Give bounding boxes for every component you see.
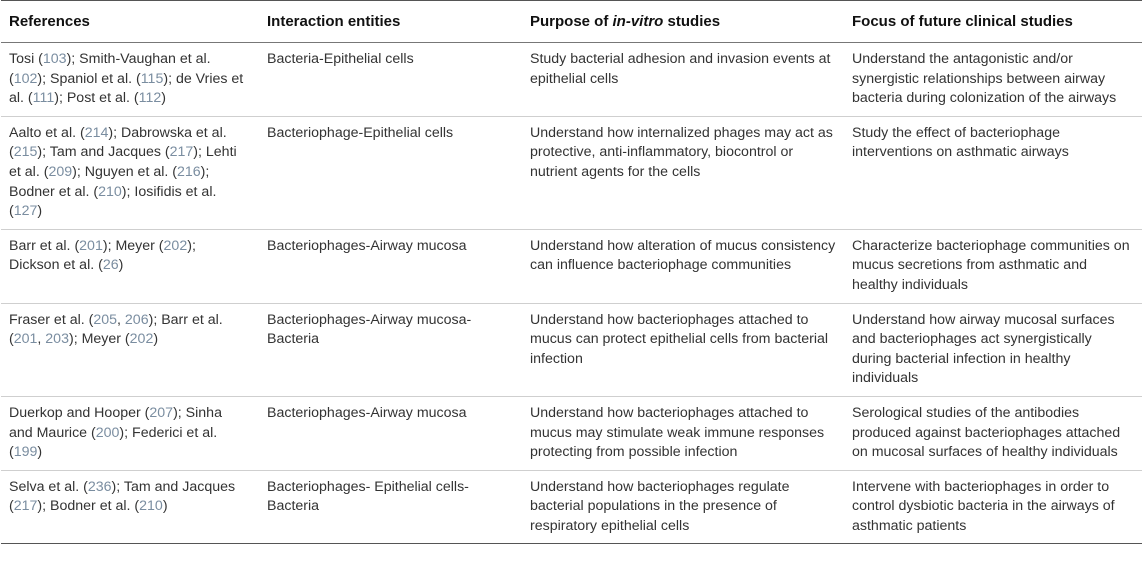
header-purpose (522, 1, 844, 43)
cell-purpose: Understand how bacteriophages regulate bacterial populations in the presence of respiratory epithelial cells (522, 470, 844, 544)
cell-focus: Serological studies of the antibodies produced against bacteriophages attached on mucosal surfaces of healthy individuals (844, 396, 1142, 470)
cell-interaction-entities: Bacteriophages-Airway mucosa (259, 396, 522, 470)
citation-number[interactable]: 206 (124, 311, 149, 328)
reference-text: ) (37, 203, 43, 220)
citation-number[interactable]: 115 (140, 70, 164, 87)
header-references: References (1, 1, 259, 43)
reference-text: ) (153, 331, 159, 348)
citation-number[interactable]: 202 (129, 331, 154, 348)
citation-number[interactable]: 103 (42, 51, 67, 67)
reference-text: , (117, 311, 125, 328)
reference-text: ); Bodner et al. ( (37, 498, 140, 515)
table-row (1, 116, 1142, 229)
citation-number[interactable]: 26 (102, 257, 119, 274)
reference-text: ); Meyer ( (68, 331, 130, 348)
citation-number[interactable]: 202 (163, 237, 188, 254)
reference-text: ); Tam and Jacques ( (9, 478, 236, 515)
cell-purpose: Understand how bacteriophages attached to mucus can protect epithelial cells from bacterial infection (522, 303, 844, 396)
citation-number[interactable]: 210 (98, 183, 122, 200)
table-row (1, 303, 1142, 396)
cell-focus: Understand the antagonistic and/or synergistic relationships between airway bacteria during colonization of the airways (844, 43, 1142, 117)
table-row (1, 470, 1142, 544)
citation-number[interactable]: 207 (149, 404, 174, 421)
citation-number[interactable]: 127 (13, 203, 38, 220)
reference-text: ) (118, 257, 124, 274)
citation-number[interactable]: 201 (13, 331, 38, 348)
reference-text: ); Meyer ( (102, 237, 164, 254)
citation-number[interactable]: 216 (177, 163, 201, 180)
studies-table (1, 0, 1142, 544)
header-interaction-entities: Interaction entities (259, 1, 522, 43)
cell-references (1, 43, 259, 117)
table-header (1, 1, 1142, 43)
reference-text: ); Bodner et al. ( (9, 163, 210, 200)
reference-text: ); Smith-Vaughan et al. ( (9, 51, 211, 87)
citation-number[interactable]: 111 (32, 90, 55, 107)
reference-text: ); de Vries et al. ( (9, 70, 244, 107)
cell-interaction-entities: Bacteria-Epithelial cells (259, 43, 522, 117)
reference-text: Fraser et al. ( (9, 311, 94, 328)
header-purpose-suffix: studies (663, 13, 721, 30)
reference-text: ); Dickson et al. ( (9, 237, 196, 274)
reference-text: , (37, 331, 46, 348)
reference-text: Aalto et al. ( (9, 124, 85, 141)
cell-interaction-entities: Bacteriophages-Airway mucosa-Bacteria (259, 303, 522, 396)
reference-text: Duerkop and Hooper ( (9, 404, 150, 421)
header-purpose-italic: in-vitro (612, 13, 664, 30)
reference-text: ) (162, 498, 168, 515)
citation-number[interactable]: 217 (169, 144, 194, 161)
cell-purpose: Understand how bacteriophages attached to mucus may stimulate weak immune responses protecting from possible infection (522, 396, 844, 470)
cell-references (1, 303, 259, 396)
citation-number[interactable]: 199 (13, 444, 38, 461)
cell-interaction-entities: Bacteriophages- Epithelial cells-Bacteria (259, 470, 522, 544)
reference-text: Barr et al. ( (9, 237, 80, 254)
citation-number[interactable]: 112 (138, 90, 162, 107)
cell-purpose: Understand how internalized phages may act as protective, anti-inflammatory, biocontrol or nutrient agents for the cells (522, 116, 844, 229)
reference-text: ); Post et al. ( (54, 90, 139, 107)
citation-number[interactable]: 217 (13, 498, 38, 515)
citation-number[interactable]: 214 (84, 124, 109, 141)
reference-text: ); Lehti et al. ( (9, 144, 237, 180)
cell-interaction-entities: Bacteriophage-Epithelial cells (259, 116, 522, 229)
cell-interaction-entities: Bacteriophages-Airway mucosa (259, 229, 522, 303)
cell-purpose: Understand how alteration of mucus consistency can influence bacteriophage communities (522, 229, 844, 303)
reference-text: ); Iosifidis et al. ( (9, 183, 217, 220)
cell-references (1, 229, 259, 303)
header-row (1, 1, 1142, 43)
table-row (1, 43, 1142, 117)
citation-number[interactable]: 210 (139, 498, 163, 515)
cell-focus: Understand how airway mucosal surfaces and bacteriophages act synergistically during bacterial infection in healthy individuals (844, 303, 1142, 396)
cell-purpose: Study bacterial adhesion and invasion events at epithelial cells (522, 43, 844, 117)
reference-text: ); Spaniol et al. ( (37, 70, 141, 87)
header-purpose-prefix: Purpose of (530, 13, 613, 30)
cell-references (1, 470, 259, 544)
reference-text: ); Federici et al. ( (9, 424, 218, 461)
reference-text: ); Tam and Jacques ( (37, 144, 170, 161)
citation-number[interactable]: 209 (48, 163, 73, 180)
cell-references (1, 396, 259, 470)
citation-number[interactable]: 236 (87, 478, 112, 495)
cell-references (1, 116, 259, 229)
citation-number[interactable]: 205 (93, 311, 118, 328)
header-focus: Focus of future clinical studies (844, 1, 1142, 43)
table-body (1, 43, 1142, 544)
cell-focus: Characterize bacteriophage communities on mucus secretions from asthmatic and healthy individuals (844, 229, 1142, 303)
reference-text: ); Dabrowska et al. ( (9, 124, 227, 161)
reference-text: ) (161, 90, 166, 107)
reference-text: ); Barr et al. ( (9, 311, 223, 348)
citation-number[interactable]: 200 (95, 424, 120, 441)
table-row (1, 229, 1142, 303)
citation-number[interactable]: 203 (45, 331, 69, 348)
reference-text: ); Nguyen et al. ( (72, 163, 177, 180)
cell-focus: Study the effect of bacteriophage interventions on asthmatic airways (844, 116, 1142, 229)
citation-number[interactable]: 102 (13, 70, 38, 87)
citation-number[interactable]: 201 (79, 237, 103, 254)
table-row (1, 396, 1142, 470)
reference-text: Tosi ( (9, 51, 43, 67)
reference-text: ) (37, 444, 43, 461)
citation-number[interactable]: 215 (13, 144, 38, 161)
reference-text: Selva et al. ( (9, 478, 88, 495)
reference-text: ); Sinha and Maurice ( (9, 404, 222, 441)
cell-focus: Intervene with bacteriophages in order to control dysbiotic bacteria in the airways of asthmatic patients (844, 470, 1142, 544)
